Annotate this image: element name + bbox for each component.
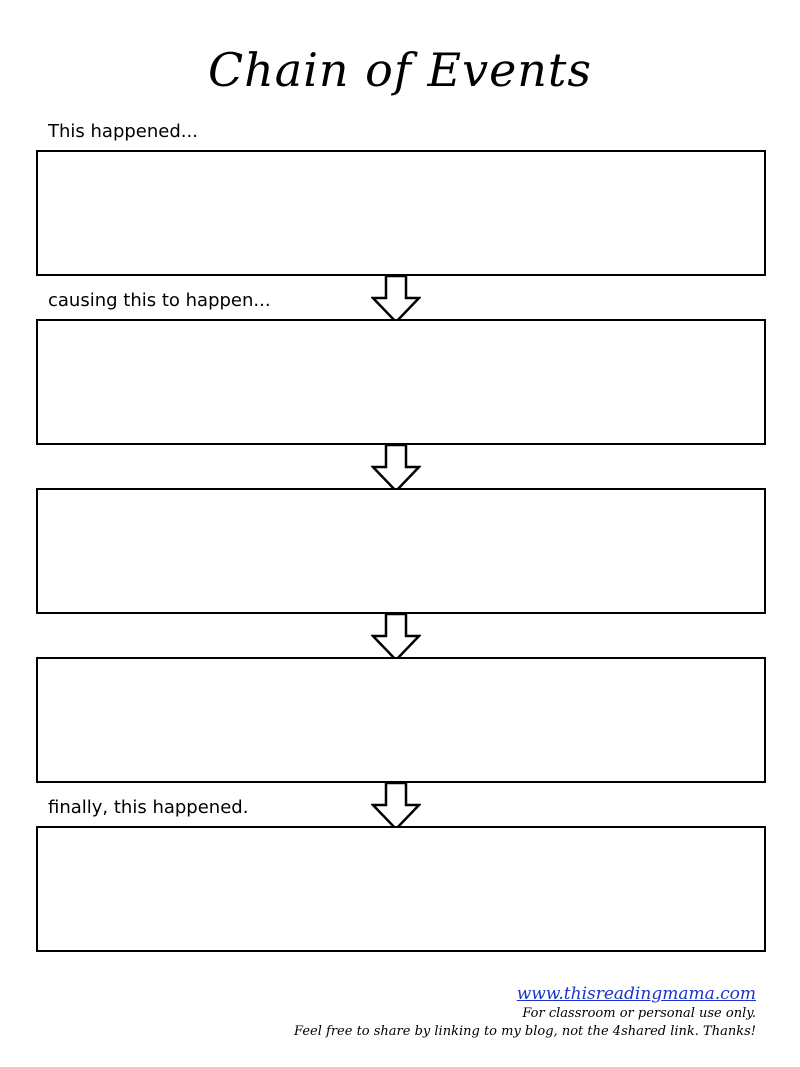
event-box-5[interactable] <box>36 826 766 952</box>
event-box-1[interactable] <box>36 150 766 276</box>
event-box-2[interactable] <box>36 319 766 445</box>
website-link[interactable]: www.thisreadingmama.com <box>516 984 756 1004</box>
event-box-3[interactable] <box>36 488 766 614</box>
down-arrow-icon <box>371 783 421 831</box>
down-arrow-icon <box>371 276 421 324</box>
label-finally: finally, this happened. <box>48 797 249 818</box>
label-causing-this: causing this to happen... <box>48 290 271 311</box>
down-arrow-icon <box>371 614 421 662</box>
label-this-happened: This happened... <box>48 121 198 142</box>
page-title: Chain of Events <box>207 43 593 97</box>
share-note: Feel free to share by linking to my blog, not the 4shared link. Thanks! <box>294 1024 756 1039</box>
down-arrow-icon <box>371 445 421 493</box>
usage-note: For classroom or personal use only. <box>522 1006 756 1021</box>
event-box-4[interactable] <box>36 657 766 783</box>
